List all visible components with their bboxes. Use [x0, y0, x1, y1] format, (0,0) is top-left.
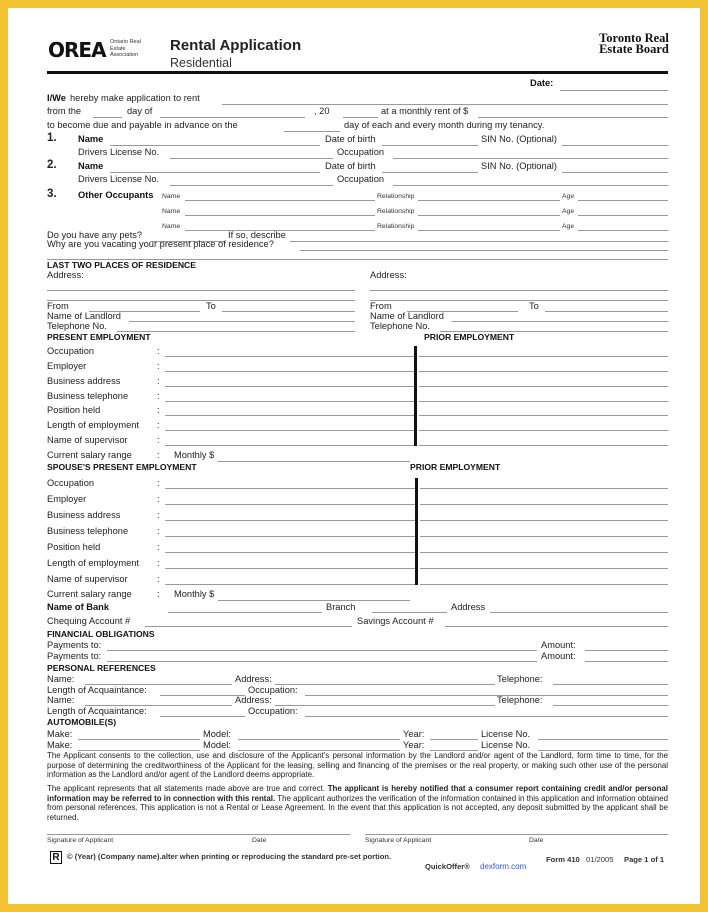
colon: :	[157, 376, 160, 386]
residence-heading: LAST TWO PLACES OF RESIDENCE	[47, 260, 196, 270]
present-employment-field[interactable]	[165, 401, 414, 402]
field-label: Amount:	[541, 640, 576, 650]
occupation-field[interactable]	[393, 158, 668, 159]
occupant-age-label: Age	[562, 193, 575, 200]
field-label: Position held	[47, 405, 101, 415]
payments-field[interactable]	[107, 650, 537, 651]
representation-text: The applicant represents that all statements made above are true and correct.	[47, 784, 328, 793]
occupant-age-label: Age	[562, 223, 575, 230]
field-label: Occupation:	[248, 706, 298, 716]
field-label: Chequing Account #	[47, 616, 131, 626]
occupant-relationship-field[interactable]	[418, 230, 560, 231]
field-label: Occupation:	[248, 685, 298, 695]
sin-field[interactable]	[562, 172, 668, 173]
field-label: day of each and every month during my tenancy.	[344, 120, 545, 130]
field-label: Payments to:	[47, 651, 102, 661]
iwe-label: I/We	[47, 93, 66, 103]
start-day-field[interactable]	[93, 117, 122, 118]
colon: :	[157, 510, 160, 520]
consent-paragraph: The Applicant consents to the collection, use and disclosure of the Applicant's personal information by the Landlord and/or agent of the Landlord, form time to time, for the purpose of determining the creditworthiness of the Applicant for the leasing, selling and financing of the premises or the real property, or making such other use of the personal information as the Landlord and/or agent of the Landlord deems appropriate.	[47, 751, 668, 780]
present-employment-heading: SPOUSE'S PRESENT EMPLOYMENT	[47, 462, 197, 472]
field-label: Occupation	[337, 174, 385, 184]
colon: :	[157, 542, 160, 552]
field-label: Payments to:	[47, 640, 102, 650]
field-label: SIN No. (Optional)	[481, 134, 557, 144]
acquaintance-field[interactable]	[160, 695, 245, 696]
field-label: SIN No. (Optional)	[481, 161, 557, 171]
field-label: Branch	[326, 602, 356, 612]
present-employment-field[interactable]	[165, 356, 414, 357]
field-label: Do you have any pets?	[47, 230, 143, 240]
field-label: Monthly $	[174, 450, 215, 460]
reference-occupation-field[interactable]	[305, 695, 668, 696]
name-label: Name	[78, 134, 104, 144]
prior-employment-field[interactable]	[420, 488, 668, 489]
prior-employment-field[interactable]	[419, 401, 668, 402]
field-label: Employer	[47, 361, 87, 371]
field-label: Make:	[47, 729, 73, 739]
to-date-field[interactable]	[545, 311, 668, 312]
colon: :	[157, 420, 160, 430]
date-label: Date	[252, 837, 267, 844]
realtor-logo: R	[50, 851, 62, 864]
verification-text: The applicant authorizes the verification of the information contained in this application and information obtained from personal references. This application is not a Rental or Lease Agreement. In the event that this application is not accepted, any deposit submitted by the applicant shall be returned.	[47, 793, 668, 822]
make-field[interactable]	[78, 739, 200, 740]
present-employment-field[interactable]	[165, 552, 415, 553]
field-label: Business address	[47, 510, 121, 520]
acquaintance-field[interactable]	[160, 716, 245, 717]
present-employment-field[interactable]	[165, 520, 415, 521]
field-label: at a monthly rent of $	[381, 106, 469, 116]
prior-employment-field[interactable]	[419, 445, 668, 446]
prior-employment-field[interactable]	[420, 520, 668, 521]
field-label: Why are you vacating your present place of residence?	[47, 239, 274, 249]
field-label: Model:	[203, 729, 231, 739]
applicant-number: 2.	[47, 159, 57, 171]
treb-logo: Toronto Real Estate Board	[599, 31, 669, 56]
occupants-number: 3.	[47, 188, 57, 200]
present-employment-heading: PRESENT EMPLOYMENT	[47, 332, 151, 342]
colon: :	[157, 574, 160, 584]
occupant-age-field[interactable]	[578, 200, 668, 201]
prior-employment-field[interactable]	[419, 415, 668, 416]
field-label: Drivers License No.	[78, 174, 160, 184]
prior-employment-field[interactable]	[419, 356, 668, 357]
occupant-relationship-field[interactable]	[418, 215, 560, 216]
occupant-relationship-label: Relationship	[377, 223, 415, 230]
reference-address-field[interactable]	[275, 684, 495, 685]
field-label: Telephone No.	[370, 321, 430, 331]
start-month-field[interactable]	[160, 117, 305, 118]
header-divider	[47, 71, 668, 74]
colon: :	[157, 478, 160, 488]
field-label: Year:	[403, 729, 425, 739]
page-number: Page 1 of 1	[624, 855, 665, 864]
present-employment-field[interactable]	[165, 430, 414, 431]
reference-address-field[interactable]	[275, 705, 495, 706]
prior-employment-field[interactable]	[420, 536, 668, 537]
field-label: If so, describe	[228, 230, 286, 240]
field-label: Length of Acquaintance:	[47, 706, 147, 716]
field-label: License No.	[481, 740, 531, 750]
financial-heading: FINANCIAL OBLIGATIONS	[47, 629, 155, 639]
field-label: Current salary range	[47, 450, 132, 460]
model-field[interactable]	[238, 739, 400, 740]
field-label: Model:	[203, 740, 231, 750]
occupant-name-label: Name	[162, 208, 181, 215]
present-employment-field[interactable]	[165, 415, 414, 416]
representation-paragraph	[47, 784, 668, 822]
field-label: Telephone:	[497, 674, 543, 684]
copyright-notice: © (Year) (Company name).alter when printing or reproducing the standard pre-set portion.	[67, 852, 392, 861]
occupant-name-label: Name	[162, 223, 181, 230]
colon: :	[157, 391, 160, 401]
occupant-relationship-label: Relationship	[377, 193, 415, 200]
field-label: , 20	[314, 106, 330, 116]
present-employment-field[interactable]	[165, 371, 414, 372]
model-field[interactable]	[238, 750, 400, 751]
applicant-name-field[interactable]	[110, 172, 320, 173]
column-divider	[414, 346, 417, 446]
present-employment-field[interactable]	[165, 536, 415, 537]
field-label: Amount:	[541, 651, 576, 661]
branch-field[interactable]	[372, 612, 447, 613]
field-label: Current salary range	[47, 589, 132, 599]
field-label: Address:	[235, 695, 272, 705]
date-label: Date:	[530, 78, 554, 88]
colon: :	[157, 526, 160, 536]
field-label: Occupation	[337, 147, 385, 157]
name-label: Name	[78, 161, 104, 171]
orea-logo: OREA	[48, 38, 106, 62]
occupant-name-label: Name	[162, 193, 181, 200]
due-day-field[interactable]	[284, 131, 340, 132]
references-heading: PERSONAL REFERENCES	[47, 663, 156, 673]
signature-label: Signature of Applicant	[47, 837, 114, 844]
field-label: Name of supervisor	[47, 574, 128, 584]
dob-field[interactable]	[382, 145, 478, 146]
form-title: Rental Application	[170, 37, 302, 54]
amount-field[interactable]	[585, 650, 668, 651]
drivers-license-field[interactable]	[170, 158, 333, 159]
field-label: Business telephone	[47, 391, 129, 401]
landlord-field[interactable]	[129, 321, 355, 322]
other-occupants-label: Other Occupants	[78, 190, 154, 200]
landlord-field[interactable]	[452, 321, 668, 322]
signature-label: Signature of Applicant	[365, 837, 432, 844]
occupant-age-field[interactable]	[578, 230, 668, 231]
telephone-field[interactable]	[117, 331, 355, 332]
form-subtitle: Residential	[170, 56, 232, 70]
to-date-field[interactable]	[222, 311, 355, 312]
field-label: Name of supervisor	[47, 435, 128, 445]
automobiles-heading: AUTOMOBILE(S)	[47, 717, 117, 727]
colon: :	[157, 405, 160, 415]
prior-employment-field[interactable]	[419, 430, 668, 431]
form-date: 01/2005	[586, 855, 614, 864]
field-label: Business address	[47, 376, 121, 386]
field-label: Name of Landlord	[370, 311, 444, 321]
spouse-salary-field[interactable]	[218, 600, 410, 601]
prior-employment-field[interactable]	[419, 371, 668, 372]
field-label: Telephone No.	[47, 321, 107, 331]
form-number: Form 410	[546, 855, 580, 864]
amount-field[interactable]	[585, 661, 668, 662]
applicant-number: 1.	[47, 132, 57, 144]
field-label: Address:	[47, 270, 84, 280]
prior-employment-field[interactable]	[420, 568, 668, 569]
colon: :	[157, 435, 160, 445]
make-field[interactable]	[78, 750, 200, 751]
field-label: Monthly $	[174, 589, 215, 599]
colon: :	[157, 361, 160, 371]
occupant-name-field[interactable]	[185, 200, 375, 201]
savings-field[interactable]	[445, 626, 668, 627]
field-label: Length of Acquaintance:	[47, 685, 147, 695]
field-label: From	[370, 301, 392, 311]
occupant-relationship-label: Relationship	[377, 208, 415, 215]
prior-employment-field[interactable]	[420, 584, 668, 585]
bank-address-field[interactable]	[490, 612, 668, 613]
colon: :	[157, 346, 160, 356]
reference-telephone-field[interactable]	[553, 684, 668, 685]
date-label: Date	[529, 837, 544, 844]
field-label: Position held	[47, 542, 101, 552]
applicant-name-field[interactable]	[110, 145, 320, 146]
field-label: Savings Account #	[357, 616, 434, 626]
rental-address-field[interactable]	[222, 104, 668, 105]
field-label: Length of employment	[47, 558, 139, 568]
field-label: Date of birth	[325, 161, 376, 171]
license-field[interactable]	[538, 739, 668, 740]
field-label: to become due and payable in advance on the	[47, 120, 238, 130]
field-label: License No.	[481, 729, 531, 739]
address-field[interactable]	[47, 290, 355, 291]
dexform-link[interactable]: dexform.com	[480, 862, 527, 871]
reference-occupation-field[interactable]	[305, 716, 668, 717]
drivers-license-field[interactable]	[170, 185, 333, 186]
prior-employment-field[interactable]	[420, 552, 668, 553]
field-label: Address:	[370, 270, 407, 280]
chequing-field[interactable]	[145, 626, 352, 627]
field-label: hereby make application to rent	[70, 93, 200, 103]
column-divider	[415, 478, 418, 585]
prior-employment-heading: PRIOR EMPLOYMENT	[410, 462, 501, 472]
payments-field[interactable]	[107, 661, 537, 662]
field-label: From	[47, 301, 69, 311]
pets-description-field[interactable]	[290, 241, 668, 242]
license-field[interactable]	[538, 750, 668, 751]
address-field-2[interactable]	[370, 300, 668, 301]
colon: :	[157, 450, 160, 460]
orea-logo-subtitle: Ontario Real Estate Association	[110, 39, 141, 58]
date-field[interactable]	[560, 90, 668, 91]
field-label: from the	[47, 106, 82, 116]
present-employment-field[interactable]	[165, 445, 414, 446]
vacating-reason-field[interactable]	[300, 250, 668, 251]
present-employment-field[interactable]	[165, 488, 415, 489]
field-label: Name of Landlord	[47, 311, 121, 321]
salary-field[interactable]	[218, 461, 410, 462]
prior-employment-field[interactable]	[420, 504, 668, 505]
monthly-rent-field[interactable]	[478, 117, 668, 118]
field-label: Occupation	[47, 346, 95, 356]
occupant-relationship-field[interactable]	[418, 200, 560, 201]
year-field[interactable]	[430, 750, 478, 751]
bank-name-field[interactable]	[168, 612, 322, 613]
field-label: Occupation	[47, 478, 95, 488]
field-label: To	[206, 301, 216, 311]
occupation-field[interactable]	[393, 185, 668, 186]
field-label: Length of employment	[47, 420, 139, 430]
colon: :	[157, 558, 160, 568]
field-label: Address	[451, 602, 486, 612]
colon: :	[157, 494, 160, 504]
colon: :	[157, 589, 160, 599]
start-year-field[interactable]	[343, 117, 378, 118]
prior-employment-field[interactable]	[419, 386, 668, 387]
occupant-age-label: Age	[562, 208, 575, 215]
address-field-2[interactable]	[47, 300, 355, 301]
sin-field[interactable]	[562, 145, 668, 146]
quickoffer-label: QuickOffer®	[425, 862, 470, 871]
field-label: Telephone:	[497, 695, 543, 705]
present-employment-field[interactable]	[165, 504, 415, 505]
field-label: Address:	[235, 674, 272, 684]
occupant-age-field[interactable]	[578, 215, 668, 216]
present-employment-field[interactable]	[165, 568, 415, 569]
field-label: Employer	[47, 494, 87, 504]
field-label: To	[529, 301, 539, 311]
field-label: Name:	[47, 695, 75, 705]
rental-application-page	[8, 8, 700, 904]
field-label: Year:	[403, 740, 425, 750]
field-label: day of	[127, 106, 153, 116]
field-label: Business telephone	[47, 526, 129, 536]
field-label: Make:	[47, 740, 73, 750]
present-employment-field[interactable]	[165, 584, 415, 585]
reference-telephone-field[interactable]	[553, 705, 668, 706]
prior-employment-heading: PRIOR EMPLOYMENT	[424, 332, 515, 342]
field-label: Drivers License No.	[78, 147, 160, 157]
dob-field[interactable]	[382, 172, 478, 173]
field-label: Name:	[47, 674, 75, 684]
present-employment-field[interactable]	[165, 386, 414, 387]
bank-name-label: Name of Bank	[47, 602, 109, 612]
consumer-report-notice: The applicant is hereby notified that a consumer report containing credit and/or personal information may be referred to in connection with this rental.	[47, 784, 668, 803]
field-label: Date of birth	[325, 134, 376, 144]
occupant-name-field[interactable]	[185, 215, 375, 216]
year-field[interactable]	[430, 739, 478, 740]
address-field[interactable]	[370, 290, 668, 291]
